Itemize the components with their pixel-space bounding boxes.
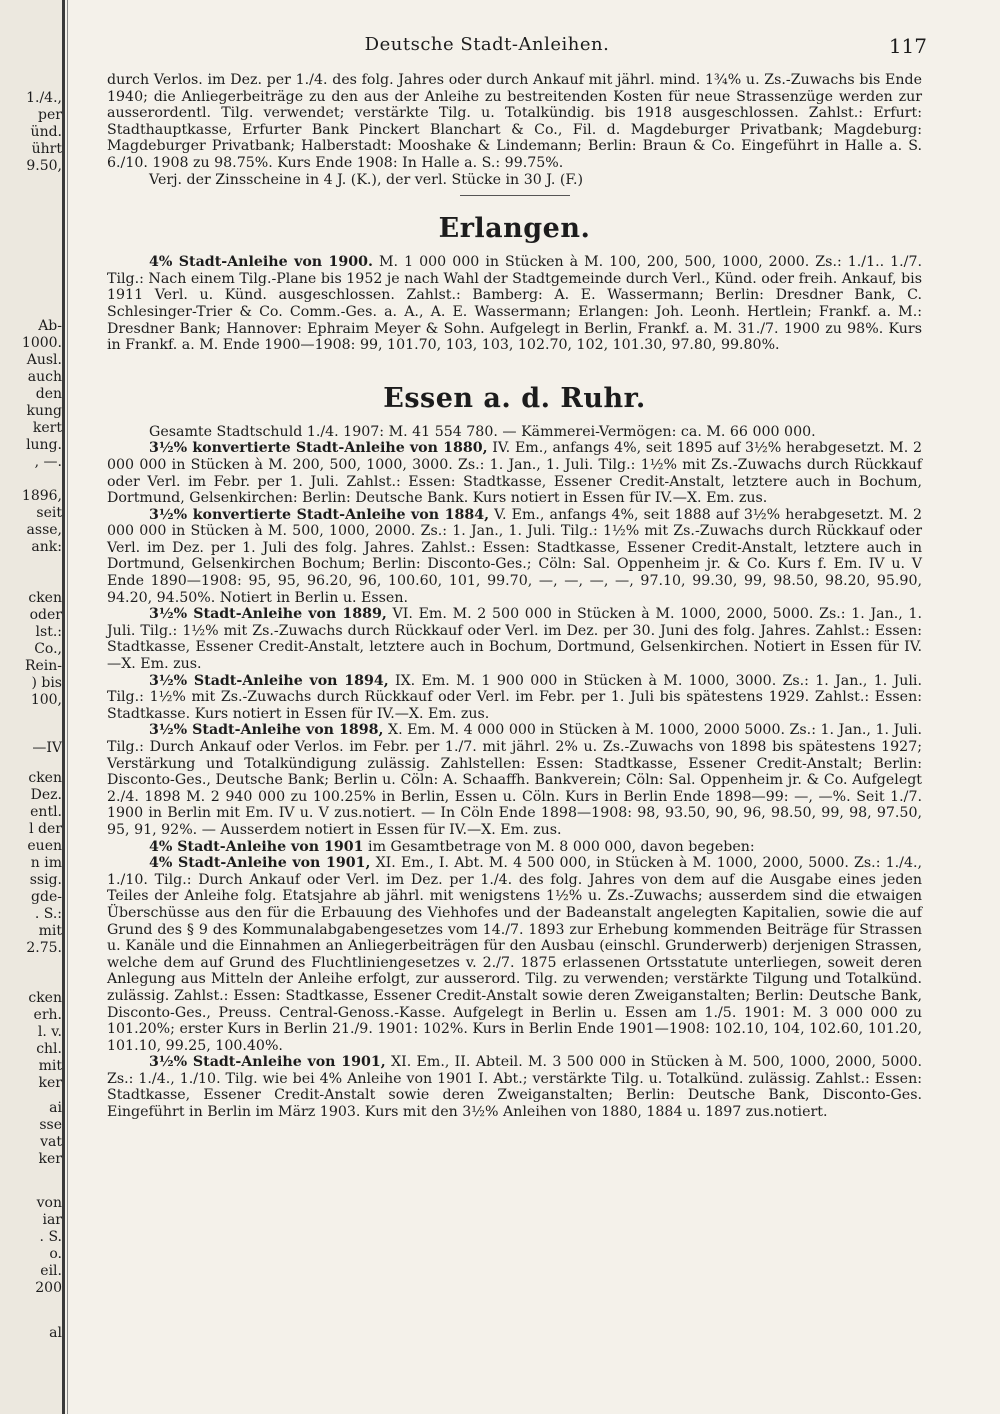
margin-fragment: 9.50, — [26, 158, 62, 174]
essen-summary: Gesamte Stadtschuld 1./4. 1907: M. 41 554 780. — Kämmerei-Vermögen: ca. M. 66 000 000. — [149, 423, 816, 440]
loan-entry — [107, 606, 922, 672]
loan-entry — [107, 839, 922, 856]
margin-fragment: auch — [27, 369, 62, 385]
essen-entries — [107, 440, 922, 1120]
loan-entry — [107, 507, 922, 607]
top-note: Verj. der Zinsscheine in 4 J. (K.), der verl. Stücke in 30 J. (F.) — [149, 171, 584, 188]
loan-text: IV. Em., anfangs 4%, seit 1895 auf 3½% herabgesetzt. M. 2 000 000 in Stücken à M. 200, 500, 1000, 3000. Zs.: 1. Jan., 1. Juli. Tilg.: 1½% mit Zs.-Zuwachs durch Rückkauf oder Verl. im Febr. per 1. Juli. Zahlst.: Essen: Stadtkasse, Essener Credit-Anstalt, letztere auch in Bochum, Dortmund, Gelsenkirchen: Berlin: Deutsche Bank. Kurs notiert in Essen für IV.—X. Em. zus. — [107, 440, 922, 507]
margin-fragment: 1000. — [21, 335, 62, 351]
margin-fragment: 100, — [30, 692, 62, 708]
margin-fragment: seit — [36, 505, 62, 521]
margin-fragment: cken — [28, 590, 62, 606]
margin-fragment: vat — [40, 1134, 62, 1150]
page-number: 117 — [888, 34, 927, 58]
loan-text: V. Em., anfangs 4%, seit 1888 auf 3½% herabgesetzt. M. 2 000 000 in Stücken à M. 500, 1000, 2000. Zs.: 1. Jan., 1. Juli. Tilg.: 1½% mit Zs.-Zuwachs durch Rückkauf oder Verl. im Dez. per 1. Juli des folg. Jahres. Zahlst.: Essen: Stadtkasse, Essener Credit-Anstalt, letztere auch in Dortmund, Gelsenkirchen Bochum; Berlin: Disconto-Ges.; Cöln: Sal. Oppenheim jr. & Co. Kurs f. Em. IV u. V Ende 1890—1908: 95, 95, 96.20, 96, 100.60, 101, 99.70, —, —, —, —, 97.10, 99.30, 99, 98.50, 98.20, 95.90, 94.20, 94.50%. Notiert in Berlin u. Essen. — [107, 506, 922, 606]
loan-text: M. 1 000 000 in Stücken à M. 100, 200, 500, 1000, 2000. Zs.: 1./1.. 1./7. Tilg.: Nach einem Tilg.-Plane bis 1952 je nach Wahl der Stadtgemeinde durch Verl., Künd. oder freih. Ankauf, bis 1911 Verl. u. Künd. ausgeschlossen. Zahlst.: Bamberg: A. E. Wassermann; Berlin: Dresdner Bank, C. Schlesinger-Trier & Co. Comm.-Ges. a. A., A. E. Wassermann; Erlangen: Joh. Leonh. Hertlein; Frankf. a. M.: Dresdner Bank; Hannover: Ephraim Meyer & Sohn. Aufgelegt in Berlin, Frankf. a. M. 31./7. 1900 zu 98%. Kurs in Frankf. a. M. Ende 1900—1908: 99, 101.70, 103, 103, 102.70, 102, 101.30, 97.80, 99.80%. — [107, 254, 922, 354]
margin-fragment: sse — [39, 1117, 62, 1133]
margin-fragment: n im — [30, 855, 62, 871]
margin-fragment: ) bis — [31, 675, 62, 691]
margin-fragment: o. — [49, 1246, 62, 1262]
loan-heading: 3½% konvertierte Stadt-Anleihe von 1880, — [149, 440, 488, 457]
divider — [460, 195, 570, 196]
margin-fragment: cken — [28, 770, 62, 786]
margin-fragment: l der — [29, 821, 62, 837]
margin-fragment: ker — [38, 1075, 62, 1091]
loan-heading: 4% Stadt-Anleihe von 1901 — [149, 838, 364, 855]
margin-fragment: ünd. — [30, 124, 62, 140]
margin-fragment: ker — [38, 1151, 62, 1167]
top-paragraph: durch Verlos. im Dez. per 1./4. des folg. Jahres oder durch Ankauf mit jährl. mind. 1¾% u. Zs.-Zuwachs bis Ende 1940; die Anliegerbeiträge zu den aus der Anleihe zu bestreitenden Kosten für neue Strassenzüge werden zur ausserordentl. Tilg. verwendet; verstärkte Tilg. u. Totalkündig. bis 1918 ausgeschlossen. Zahlst.: Erfurt: Stadthauptkasse, Erfurter Bank Pinckert Blanchart & Co., Fil. d. Magdeburger Privatbank; Magdeburg: Magdeburger Privatbank; Halberstadt: Mooshake & Lindemann; Berlin: Braun & Co. Eingeführt in Halle a. S. 6./10. 1908 zu 98.75%. Kurs Ende 1908: In Halle a. S.: 99.75%. — [107, 72, 922, 171]
margin-fragment: lst.: — [35, 624, 62, 640]
margin-fragment: —IV — [32, 740, 62, 756]
loan-heading: 3½% Stadt-Anleihe von 1901, — [149, 1054, 386, 1071]
loan-text: XI. Em., I. Abt. M. 4 500 000, in Stücken à M. 1000, 2000, 5000. Zs.: 1./4., 1./10. Tilg.: Durch Ankauf oder Verl. im Dez. per 1./4. des folg. Jahres von dem auf die Ausgabe eines jeden Teiles der Anleihe folg. Etatsjahre ab jährl. mit wenigstens 1½% u. Zs.-Zuwachs; ausserdem sind die etwaigen Überschüsse aus den für die Erbauung des Viehhofes und der Badeanstalt angelegten Kapitalien, sowie die auf Grund des § 9 des Kommunalabgabengesetzes vom 14./7. 1893 zur Erhebung kommenden Beiträge für Strassen u. Kanäle und die Einnahmen an Anliegerbeiträgen für den Ausbau (einschl. Grunderwerb) derjenigen Strassen, welche dem auf Grund des Fluchtliniengesetzes v. 2./7. 1875 erlassenen Ortsstatute unterliegen, soweit deren Anlegung aus Mitteln der Anleihe erfolgt, zur ausserord. Tilg. zu verwenden; verstärkte Tilgung und Totalkünd. zulässig. Zahlst.: Essen: Stadtkasse, Essener Credit-Anstalt sowie deren Zweiganstalten; Berlin: Deutsche Bank, Disconto-Ges., Preuss. Central-Genoss.-Kasse. Aufgelegt in Berlin u. Essen am 1./5. 1901: M. 3 000 000 zu 101.20%; erster Kurs in Berlin 21./9. 1901: 102%. Kurs in Berlin Ende 1901—1908: 102.10, 104, 102.60, 101.20, 101.10, 99.25, 100.40%. — [107, 855, 922, 1054]
margin-fragment: . S.: — [34, 906, 62, 922]
running-head — [107, 34, 927, 56]
margin-fragment: Ausl. — [26, 352, 62, 368]
margin-fragment: ssig. — [29, 872, 62, 888]
loan-entry — [107, 440, 922, 506]
binding-gutter — [0, 0, 62, 1414]
margin-fragment: oder — [29, 607, 62, 623]
loan-text: X. Em. M. 4 000 000 in Stücken à M. 1000, 2000 5000. Zs.: 1. Jan., 1. Juli. Tilg.: Durch Ankauf oder Verlos. im Febr. per 1./7. mit jährl. 2% u. Zs.-Zuwachs von 1898 bis spätestens 1927; Verstärkung und Totalkündigung zulässig. Zahlstellen: Essen: Stadtkasse, Essener Credit-Anstalt; Berlin: Disconto-Ges., Deutsche Bank; Berlin u. Cöln: A. Schaaffh. Bankverein; Cöln: Sal. Oppenheim jr. & Co. Aufgelegt 2./4. 1898 M. 2 940 000 zu 100.25% in Berlin, Essen u. Cöln. Kurs in Berlin Ende 1898—99: —, —%. Seit 1./7. 1900 in Berlin mit Em. IV u. V zus.notiert. — In Cöln Ende 1898—1908: 98, 93.50, 90, 96, 98.50, 99, 98, 97.50, 95, 91, 92%. — Ausserdem notiert in Essen für IV.—X. Em. zus. — [107, 722, 923, 838]
loan-text: VI. Em. M. 2 500 000 in Stücken à M. 1000, 2000, 5000. Zs.: 1. Jan., 1. Juli. Tilg.: 1½% mit Zs.-Zuwachs durch Rückkauf oder Verl. im Dez. per 30. Juni des folg. Jahres. Zahlst.: Essen: Stadtkasse, Essener Credit-Anstalt, letztere auch in Bochum, Dortmund, Gelsenkirchen. Notiert in Essen für IV.—X. Em. zus. — [107, 606, 922, 673]
margin-fragment: asse, — [26, 522, 62, 538]
section-title-erlangen: Erlangen. — [438, 213, 591, 245]
margin-fragment: 200 — [35, 1280, 62, 1296]
margin-fragment: l. v. — [37, 1024, 62, 1040]
margin-fragment: erh. — [33, 1007, 62, 1023]
margin-fragment: 1896, — [21, 488, 62, 504]
margin-fragment: kert — [32, 420, 62, 436]
margin-fragment: , —. — [34, 454, 62, 470]
page-title: Deutsche Stadt-Anleihen. — [364, 34, 610, 55]
margin-fragment: gde- — [31, 889, 62, 905]
loan-heading: 3½% Stadt-Anleihe von 1889, — [149, 606, 387, 623]
loan-heading: 4% Stadt-Anleihe von 1900. — [149, 254, 373, 271]
loan-text: im Gesamtbetrage von M. 8 000 000, davon begeben: — [363, 838, 755, 855]
loan-text: IX. Em. M. 1 900 000 in Stücken à M. 1000, 3000. Zs.: 1. Jan., 1. Juli. Tilg.: 1½% mit Zs.-Zuwachs durch Rückkauf oder Verl. im Febr. per 1. Juli bis spätestens 1929. Zahlst.: Essen: Stadtkasse. Kurs notiert in Essen für IV.—X. Em. zus. — [107, 672, 922, 722]
margin-fragment: kung — [26, 403, 62, 419]
gutter-rule-thin — [67, 0, 68, 1414]
loan-entry — [107, 673, 922, 723]
margin-fragment: cken — [28, 990, 62, 1006]
margin-fragment: entl. — [30, 804, 62, 820]
loan-entry — [107, 254, 922, 354]
margin-fragment: Ab- — [38, 318, 62, 334]
margin-fragment: 2.75. — [26, 940, 62, 956]
margin-fragment: Dez. — [30, 787, 62, 803]
margin-fragment: euen — [27, 838, 62, 854]
margin-fragment: . S. — [39, 1229, 62, 1245]
margin-fragment: per — [38, 107, 62, 123]
loan-entry — [107, 722, 922, 838]
margin-fragment: mit — [38, 1058, 62, 1074]
margin-fragment: 1./4., — [26, 90, 62, 106]
margin-fragment: lung. — [26, 437, 62, 453]
margin-fragment: mit — [38, 923, 62, 939]
erlangen-entries — [107, 254, 922, 354]
margin-fragment: den — [35, 386, 62, 402]
loan-text: XI. Em., II. Abteil. M. 3 500 000 in Stücken à M. 500, 1000, 2000, 5000. Zs.: 1./4., 1./10. Tilg. wie bei 4% Anleihe von 1901 I. Abt.; verstärkte Tilg. u. Totalkünd. zulässig. Zahlst.: Essen: Stadtkasse, Essener Credit-Anstalt sowie deren Zweiganstalten; Berlin: Deutsche Bank, Disconto-Ges. Eingeführt in Berlin im März 1903. Kurs mit den 3½% Anleihen von 1880, 1884 u. 1897 zus.notiert. — [107, 1054, 922, 1121]
margin-fragment: chl. — [36, 1041, 62, 1057]
margin-fragment: al — [49, 1325, 62, 1341]
section-title-essen: Essen a. d. Ruhr. — [383, 382, 646, 414]
loan-heading: 4% Stadt-Anleihe von 1901, — [149, 855, 371, 872]
loan-entry — [107, 1054, 922, 1120]
loan-heading: 3½% Stadt-Anleihe von 1898, — [149, 722, 384, 739]
margin-fragment: Co., — [34, 641, 62, 657]
page-content — [107, 72, 922, 1121]
margin-fragment: ank: — [31, 539, 62, 555]
margin-fragment: ai — [49, 1100, 62, 1116]
margin-fragment: ührt — [31, 141, 62, 157]
gutter-rule — [62, 0, 65, 1414]
margin-fragment: eil. — [40, 1263, 62, 1279]
margin-fragment: iar — [42, 1212, 62, 1228]
margin-fragment: von — [36, 1195, 62, 1211]
loan-heading: 3½% konvertierte Stadt-Anleihe von 1884, — [149, 506, 490, 523]
margin-fragment: Rein- — [24, 658, 62, 674]
loan-heading: 3½% Stadt-Anleihe von 1894, — [149, 672, 389, 689]
loan-entry — [107, 855, 922, 1054]
